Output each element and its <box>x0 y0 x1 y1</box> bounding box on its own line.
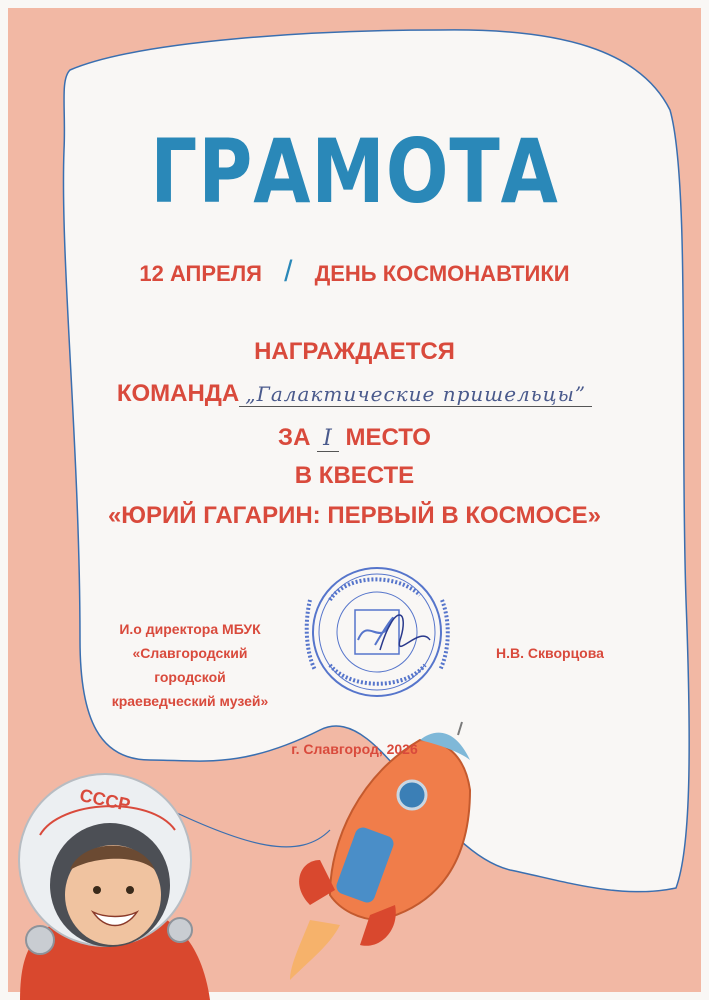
team-name: „Галактические пришельцы” <box>239 382 592 407</box>
place-line <box>0 424 709 453</box>
certificate-title: ГРАМОТА <box>150 120 559 223</box>
mesto-text: МЕСТО <box>345 424 431 451</box>
in-quest-text: В КВЕСТЕ <box>294 462 415 489</box>
signer-title-line-2: «Славгородский городской <box>132 645 248 685</box>
signer-title-line-1: И.о директора МБУК <box>119 621 261 637</box>
signer-title <box>95 617 285 713</box>
place-date: г. Славгород, 2026 <box>291 741 418 757</box>
official-stamp <box>307 568 448 696</box>
team-line <box>0 380 709 408</box>
za-text: ЗА <box>278 424 311 451</box>
team-label: КОМАНДА <box>116 380 240 407</box>
awarded-text: НАГРАЖДАЕТСЯ <box>254 338 455 365</box>
separator-slash: / <box>284 255 293 288</box>
place-value: I <box>317 426 339 452</box>
signer-title-line-3: краеведческий музей» <box>111 693 269 709</box>
signer-name: Н.В. Скворцова <box>496 645 604 661</box>
occasion-line <box>0 255 709 288</box>
helmet-lettering: СССР <box>77 784 133 816</box>
holiday-text: ДЕНЬ КОСМОНАВТИКИ <box>314 261 570 286</box>
quest-name: «ЮРИЙ ГАГАРИН: ПЕРВЫЙ В КОСМОСЕ» <box>107 502 602 529</box>
signature <box>380 615 430 650</box>
date-text: 12 АПРЕЛЯ <box>139 261 262 286</box>
